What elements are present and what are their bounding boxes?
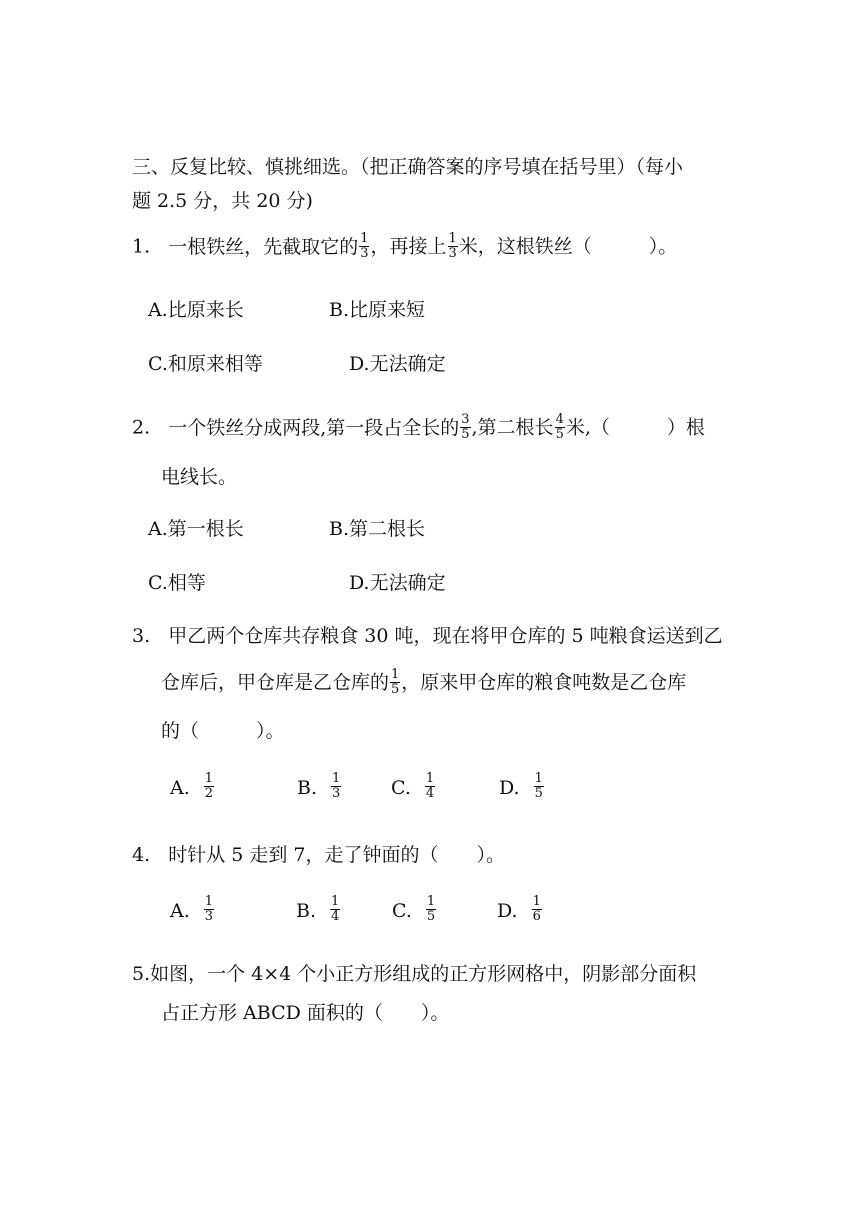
q2-option-c[interactable]: C.相等 (148, 572, 206, 594)
question-text: 一个铁丝分成两段,第一段占全长的 (168, 416, 460, 439)
q3-option-a[interactable]: A. $\frac{1}{2}$ (170, 771, 214, 801)
question-text: ，原来甲仓库的粮食吨数是乙仓库 (401, 671, 687, 694)
question-4-stem (132, 843, 505, 867)
question-text: 仓库后，甲仓库是乙仓库的 (161, 671, 390, 694)
question-text: 时针从 5 走到 7，走了钟面的（ ）。 (168, 844, 505, 866)
fraction: $\frac{4}{5}$ (555, 412, 564, 442)
q1-option-a[interactable]: A.比原来长 (148, 299, 244, 321)
question-text: 一根铁丝，先截取它的 (168, 235, 359, 258)
question-3-stem (132, 624, 723, 648)
question-5-stem-line2: 占正方形 ABCD 面积的（ ）。 (161, 1002, 450, 1024)
fraction: $\frac{1}{5}$ (391, 667, 400, 697)
question-3-stem-line3: 的（ ）。 (161, 720, 285, 742)
q2-option-b[interactable]: B.第二根长 (329, 518, 426, 540)
question-text: 米，这根铁丝（ ）。 (458, 235, 678, 258)
q1-option-d[interactable]: D.无法确定 (349, 353, 446, 375)
question-5-stem: 5.如图，一个 4×4 个小正方形组成的正方形网格中，阴影部分面积 (132, 963, 697, 985)
q2-option-a[interactable]: A.第一根长 (148, 518, 244, 540)
question-text: ，再接上 (370, 235, 447, 258)
question-number: 3. (132, 625, 151, 647)
question-3-stem-line2 (161, 669, 686, 698)
question-text: 甲乙两个仓库共存粮食 30 吨，现在将甲仓库的 5 吨粮食运送到乙 (168, 625, 723, 647)
question-number: 2. (132, 416, 151, 439)
question-number: 4. (132, 844, 151, 866)
q2-option-d[interactable]: D.无法确定 (349, 572, 446, 594)
fraction: $\frac{1}{3}$ (360, 231, 369, 261)
question-text: 米,（ ）根 (565, 416, 705, 439)
question-1-stem (132, 233, 677, 262)
section-title-line2: 题 2.5 分，共 20 分) (132, 190, 313, 212)
q4-option-b[interactable]: B. $\frac{1}{4}$ (296, 894, 340, 924)
question-2-stem-line2: 电线长。 (161, 466, 238, 488)
question-text: ,第二根长 (471, 416, 554, 439)
section-title-line1: 三、反复比较、慎挑细选。（把正确答案的序号填在括号里）（每小 (132, 156, 684, 178)
question-number: 1. (132, 235, 151, 258)
q4-option-d[interactable]: D. $\frac{1}{6}$ (497, 894, 541, 924)
q3-option-c[interactable]: C. $\frac{1}{4}$ (391, 771, 435, 801)
fraction: $\frac{1}{3}$ (448, 231, 457, 261)
fraction: $\frac{3}{5}$ (461, 412, 470, 442)
q1-option-b[interactable]: B.比原来短 (329, 299, 426, 321)
q3-option-d[interactable]: D. $\frac{1}{5}$ (499, 771, 543, 801)
q3-option-b[interactable]: B. $\frac{1}{3}$ (297, 771, 341, 801)
q1-option-c[interactable]: C.和原来相等 (148, 353, 263, 375)
q4-option-a[interactable]: A. $\frac{1}{3}$ (170, 894, 214, 924)
question-2-stem (132, 414, 705, 443)
q4-option-c[interactable]: C. $\frac{1}{5}$ (392, 894, 436, 924)
